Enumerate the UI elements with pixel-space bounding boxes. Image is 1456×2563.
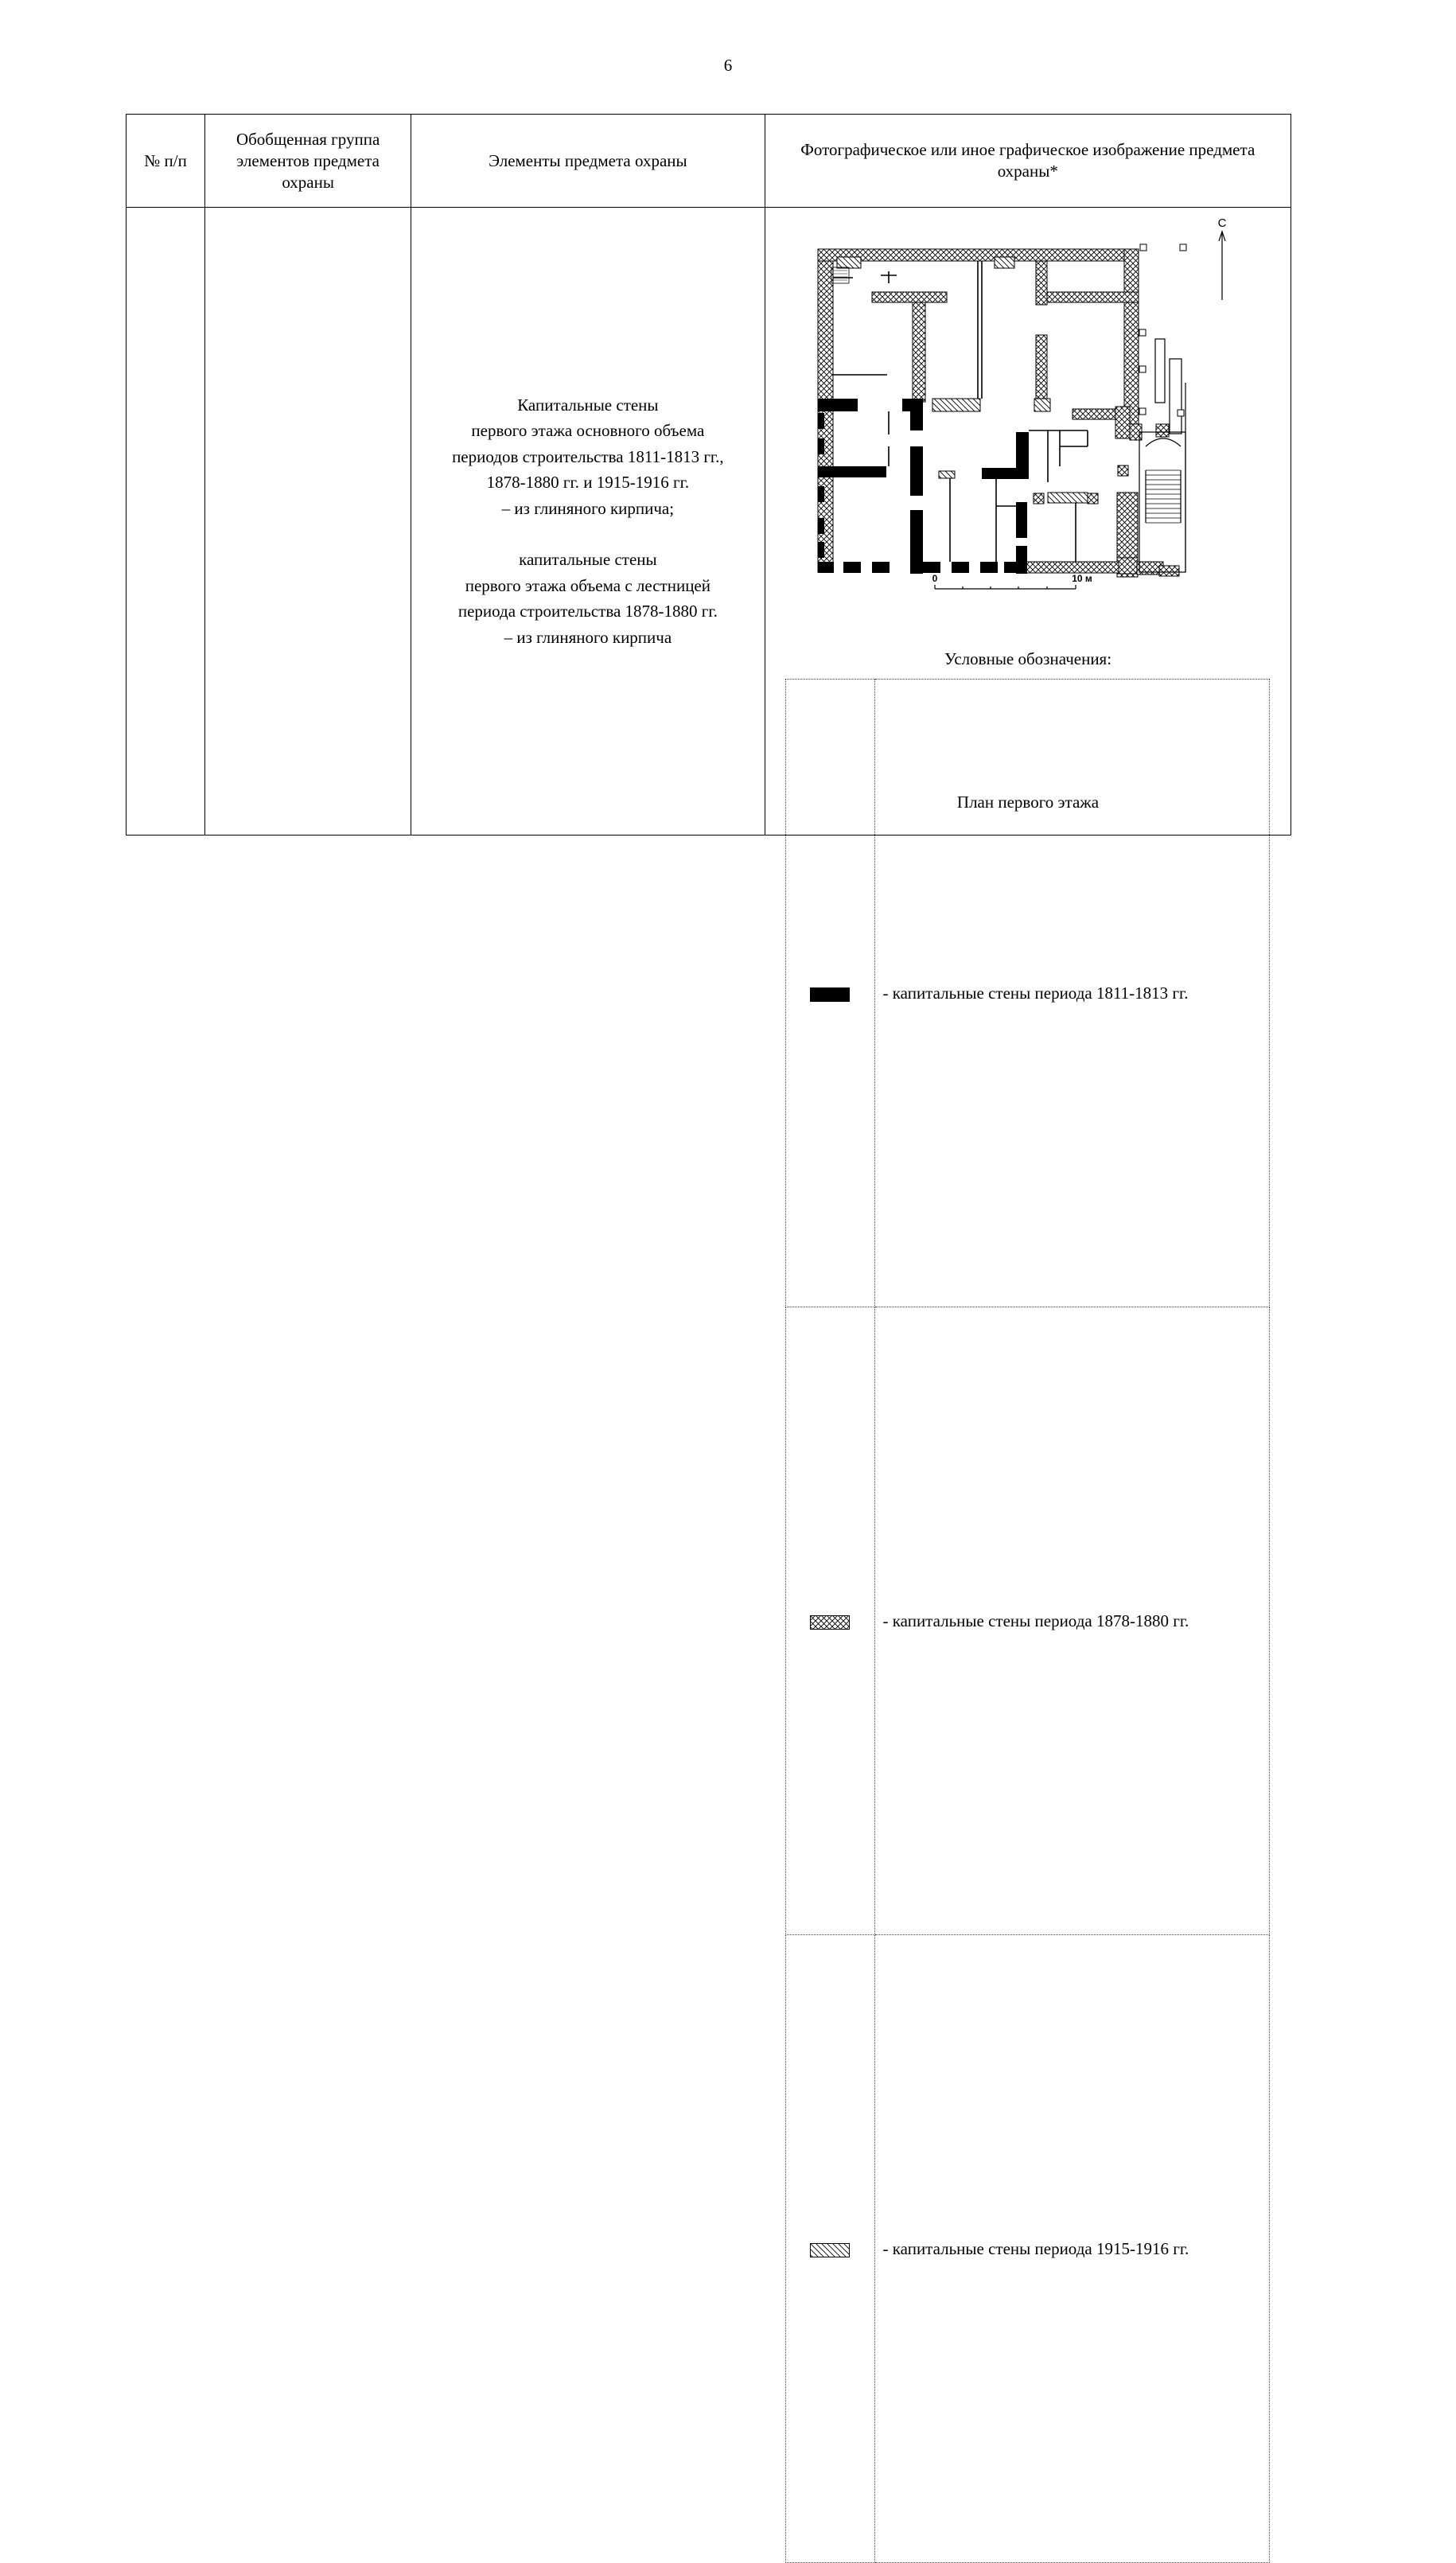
elements-line: – из глиняного кирпича (504, 627, 672, 647)
legend-label: - капитальные стены периода 1811-1813 гг. (874, 680, 1269, 1307)
legend-label: - капитальные стены периода 1878-1880 гг. (874, 1307, 1269, 1935)
page-number: 6 (723, 56, 733, 75)
elements-line: – из глиняного кирпича; (501, 498, 675, 518)
legend-label: - капитальные стены периода 1915-1916 гг. (874, 1935, 1269, 2563)
elements-line: первого этажа объема с лестницей (465, 575, 710, 595)
elements-line: капитальные стены (519, 550, 657, 570)
north-arrow (1219, 232, 1225, 300)
legend-row (785, 1307, 1269, 1935)
north-label: С (1217, 216, 1226, 230)
cell-number (127, 208, 205, 836)
diagonal-wall-swatch (810, 2243, 850, 2257)
header-group: Обобщенная группа элементов предмета охраны (205, 115, 411, 208)
cell-group (205, 208, 411, 836)
elements-line: Капитальные стены (517, 395, 659, 415)
cell-elements (411, 208, 765, 836)
elements-line: периодов строительства 1811-1813 гг., (452, 446, 724, 466)
plan-columns (1139, 244, 1186, 416)
crosshatch-wall-swatch (810, 1615, 850, 1630)
legend-table (785, 679, 1270, 2563)
elements-line: 1878-1880 гг. и 1915-1916 гг. (486, 473, 690, 493)
scale-start-label: 0 (932, 573, 937, 584)
elements-line: первого этажа основного объема (471, 421, 705, 441)
table-row (127, 208, 1291, 836)
elements-description (411, 392, 764, 651)
legend-title: Условные обозначения: (944, 649, 1112, 668)
header-image: Фотографическое или иное графическое изображение предмета охраны* (765, 115, 1291, 208)
legend-row (785, 680, 1269, 1307)
table-header-row (127, 115, 1291, 208)
scale-end-label: 10 м (1071, 573, 1092, 584)
protection-subject-table (126, 114, 1291, 2258)
plan-walls-1811-1813 (818, 399, 1029, 574)
header-elements: Элементы предмета охраны (411, 115, 765, 208)
elements-line: периода строительства 1878-1880 гг. (457, 602, 718, 621)
plan-caption: План первого этажа (956, 793, 1100, 812)
cell-image (765, 208, 1291, 2258)
legend-row (785, 1935, 1269, 2563)
header-number: № п/п (127, 115, 205, 208)
scale-bar (935, 585, 1076, 589)
plan-walls-1878-1880 (818, 249, 1179, 577)
solid-wall-swatch (810, 987, 850, 1002)
